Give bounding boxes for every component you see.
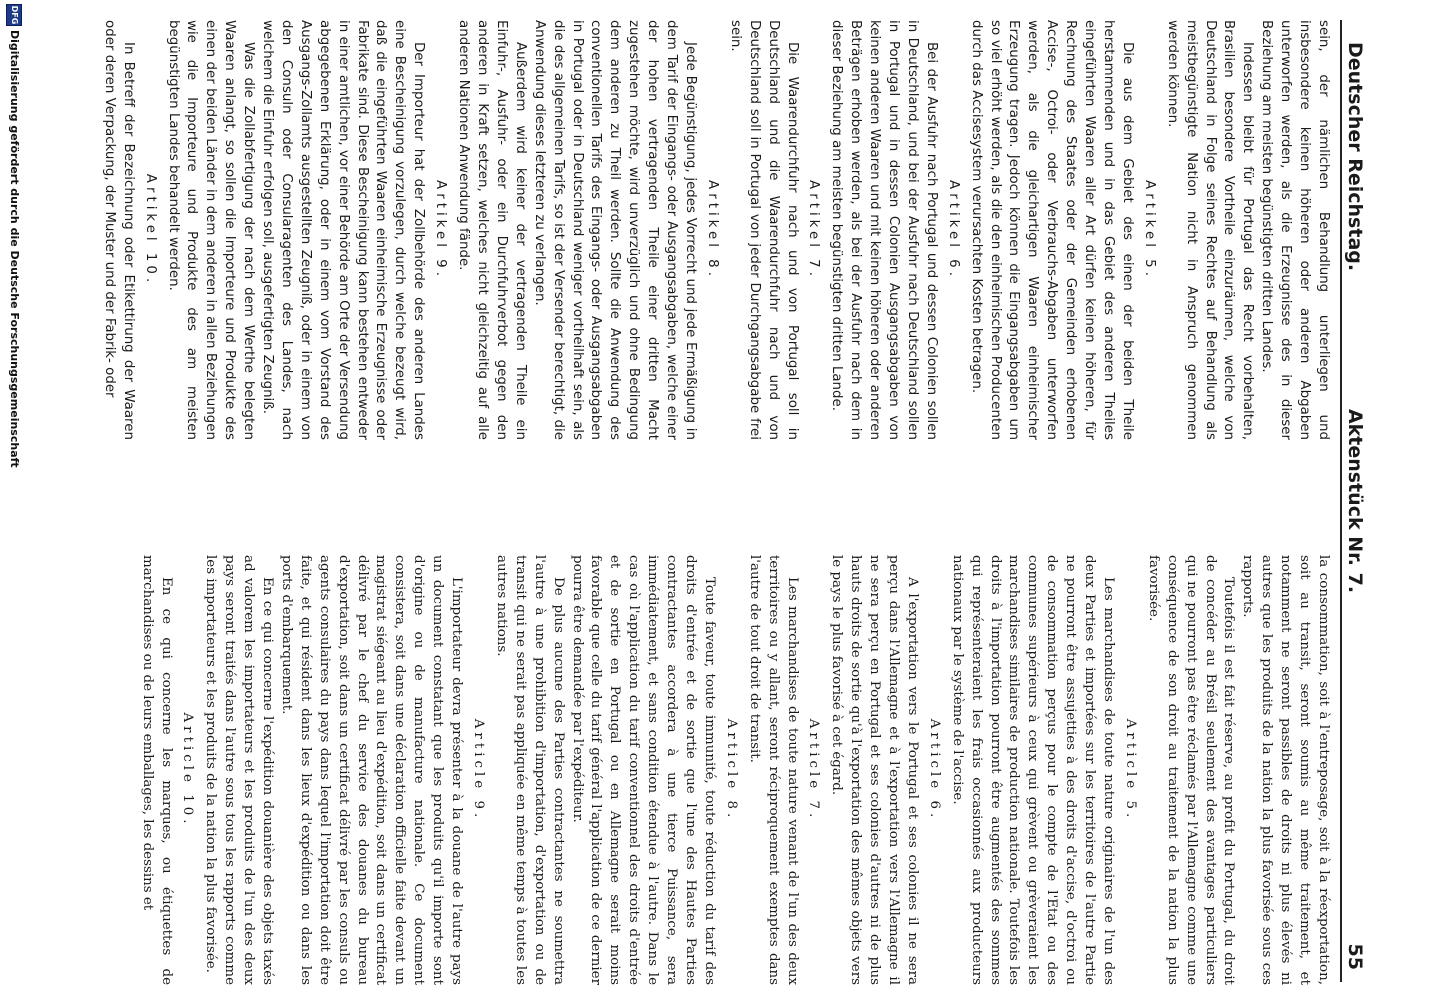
- article-heading: Article 7.: [806, 718, 822, 822]
- paragraph: Les marchandises de toute nature originaires de l'un des deux Parties et importées sur les territoires de l'autre Partie ne pourront être assujetties à des droits d'accise, d'octroi ou de consommation perçus pour le compte de l'Etat ou des communes supérieurs à ceux qui grèvent ou grèveraient les marchandises similaires de production nationale. Toutefois les droits à l'importation pourront être augmentés des sommes qui représenteraient les frais occasionnés aux producteurs nationaux par le système de l'accise.: [949, 555, 1117, 985]
- funding-note: Digitalisierung gefördert durch die Deutsche Forschungsgemeinschaft: [8, 30, 21, 468]
- paragraph: Was die Zollabfertigung der nach dem Werthe belegten Waaren anlangt, so sollen die Importeure und Produkte des einen der beiden Länder in dem anderen in allen Beziehungen wie die Importeure und Produkte des am meisten begünstigten Landes behandelt werden.: [165, 20, 257, 440]
- paragraph: En ce qui concerne l'expédition douanière des objets taxés ad valorem les importateurs et les produits de l'un des deux pays seront traités dans l'autre sous tous les rapports comme les importateurs et les produits de la nation la plus favorisée.: [203, 555, 276, 985]
- article-heading: Artikel 7.: [806, 180, 822, 280]
- paragraph: A l'exportation vers le Portugal et ses colonies il ne sera perçu dans l'Allemagne et à l'exportation vers l'Allemagne il ne sera perçu en Portugal et ses colonies d'autres ni de plus hauts droits de sortie qu'à l'exportation des mêmes objets vers le pays le plus favorisé à cet égard.: [829, 555, 920, 985]
- paragraph: Die Waarendurchfuhr nach und von Portugal soll in Deutschland und die Waarendurchfuhr nach und von Deutschland soll in Portugal von jeder Durchgangsabgabe frei sein.: [727, 20, 800, 440]
- paragraph: Jede Begünstigung, jedes Vorrecht und jede Ermäßigung in dem Tarif der Eingangs- oder Ausgangsabgaben, welche einer der hohen vertragenden Theile einer dritten Macht zugestehen möchte, wird unverzüglich und ohne Bedingung dem anderen zu Theil werden. Sollte die Anwendung des conventionellen Tarifs des Eingangs- oder Ausgangsabgaben in Portugal oder in Deutschland weniger vortheilhaft sein, als die des allgemeinen Tarifs, so ist der Versender berechtigt, die Anwendung dieses letzteren zu verlangen.: [531, 20, 698, 440]
- paragraph: Der Importeur hat der Zollbehörde des anderen Landes eine Bescheinigung vorzulegen, durch welche bezeugt wird, daß die eingeführten Waaren einheimische Erzeugnisse oder Fabrikate sind. Diese Bescheinigung kann bestehen entweder in einer amtlichen, vor einer Behörde am Orte der Versendung abgegebenen Erklärung, oder in einem vom Vorstand des Ausgangs-Zollamts ausgestellten Zeugniß, oder in einem von den Consuln oder Consularagenten des Landes, nach welchem die Einfuhr erfolgen soll, ausgefertigten Zeugniß.: [260, 20, 427, 440]
- article-heading: Artikel 10.: [142, 173, 158, 287]
- paragraph: Toute faveur, toute immunité, toute réduction du tarif des droits d'entrée et de sortie que l'une des Hautes Parties contractantes accordera à une tierce Puissance, sera immédiatement, et sans condition étendue à l'autre. Dans le cas où l'application du tarif conventionnel des droits d'entrée et de sortie en Portugal ou en Allemagne serait moins favorable que celle du tarif général l'application de ce dernier pourra être demandée par l'expéditeur.: [569, 555, 717, 985]
- german-text-column: [101, 20, 1332, 440]
- header-publication: Deutscher Reichstag.: [1344, 42, 1366, 272]
- paragraph: Les marchandises de toute nature venant de l'un des deux territoires ou y allant, seront réciproquement exemptes dans l'autre de tout droit de transit.: [746, 555, 800, 985]
- french-text-column: [139, 555, 1332, 985]
- dfg-logo-icon: DFG: [6, 4, 22, 26]
- article-heading: Article 6.: [926, 718, 942, 822]
- header-document-number: Aktenstück Nr. 7.: [1344, 408, 1366, 594]
- page-number: 55: [1344, 943, 1366, 970]
- paragraph: L'importateur devra présenter à la douane de l'autre pays un document constatant que les produits qu'il importe sont d'origine ou de manufacture nationale. Ce document consistera, soit dans une déclaration officielle faite devant un magistrat siégeant au lieu d'expédition, soit dans un certificat délivré par le chef du service des douanes du bureau d'exportation, soit dans un certificat délivré par les consuls ou agents consulaires du pays dans lequel l'importation doit être faite, et qui résident dans les lieux d'expédition ou dans les ports d'embarquement.: [278, 555, 465, 985]
- paragraph: En ce qui concerne les marques, ou étiquettes de marchandises ou de leurs emballages, les dessins et: [139, 555, 174, 985]
- paragraph: Toutefois il est fait réserve, au profit du Portugal, du droit de concéder au Brésil seulement des avantages particuliers qui ne pourront pas être réclamés par l'Allemagne comme une conséquence de son droit au traitement de la nation la plus favorisée.: [1145, 555, 1237, 985]
- paragraph: In Betreff der Bezeichnung oder Etikettirung der Waaren oder deren Verpackung, der Muster und der Fabrik- oder: [101, 20, 136, 440]
- paragraph: De plus aucune des Parties contractantes ne soumettra l'autre à une prohibition d'importation, d'exportation ou de transit qui ne serait pas appliquée en même temps à toutes les autres nations.: [493, 555, 566, 985]
- article-heading: Artikel 6.: [945, 180, 961, 280]
- paragraph: Indessen bleibt für Portugal das Recht vorbehalten, Brasilien besondere Vortheile einzuräumen, welche von Deutschland in Folge seines Rechtes auf Behandlung als meistbegünstigte Nation nicht in Anspruch genommen werden können.: [1164, 20, 1256, 440]
- paragraph: la consommation, soit à l'entreposage, soit à la réexportation, soit au transit, seront soumis au même traitement, et notamment ne seront passibles de droits ni plus élevés ni autres que les produits de la nation la plus favorisée sous ces rapports.: [1240, 555, 1331, 985]
- dfg-footer: [2, 0, 24, 1000]
- paragraph: Die aus dem Gebiet des einen der beiden Theile herstammenden und in das Gebiet des anderen Theiles eingeführten Waaren aller Art dürfen keinen höheren, für Rechnung des Staates oder der Gemeinden erhobenen Accise-, Octroi- oder Verbrauchs-Abgaben unterworfen werden, als die gleichartigen Waaren einheimischer Erzeugung tragen. Jedoch können die Eingangsabgaben um so viel erhöht werden, als die den einheimischen Producenten durch das Accisesystem verursachten Kosten betragen.: [968, 20, 1135, 440]
- article-heading: Artikel 8.: [704, 180, 720, 280]
- article-heading: Artikel 5.: [1141, 180, 1157, 280]
- article-heading: Article 8.: [723, 718, 739, 822]
- article-heading: Article 9.: [471, 718, 487, 822]
- paragraph: Außerdem wird keiner der vertragenden Theile ein Einfuhr-, Ausfuhr- oder ein Durchfuhrverbot gegen den anderen in Kraft setzen, welches nicht gleichzeitig auf alle anderen Nationen Anwendung fände.: [456, 20, 528, 440]
- paragraph: sein, der nämlichen Behandlung unterliegen und insbesondere keinen höheren oder anderen Abgaben unterworfen werden, als die Erzeugnisse des in dieser Beziehung am meisten begünstigten dritten Landes.: [1259, 20, 1331, 440]
- paragraph: Bei der Ausfuhr nach Portugal und dessen Colonien sollen in Deutschland, und bei der Ausfuhr nach Deutschland sollen in Portugal und in dessen Colonien Ausgangsabgaben von keinen anderen Waaren und mit keinen höheren oder anderen Beträgen erhoben werden, als bei der Ausfuhr nach dem in dieser Beziehung am meisten begünstigten dritten Lande.: [829, 20, 939, 440]
- running-header: [1340, 20, 1372, 982]
- article-heading: Article 10.: [180, 712, 196, 828]
- article-heading: Artikel 9.: [433, 180, 449, 280]
- article-heading: Article 5.: [1122, 718, 1138, 822]
